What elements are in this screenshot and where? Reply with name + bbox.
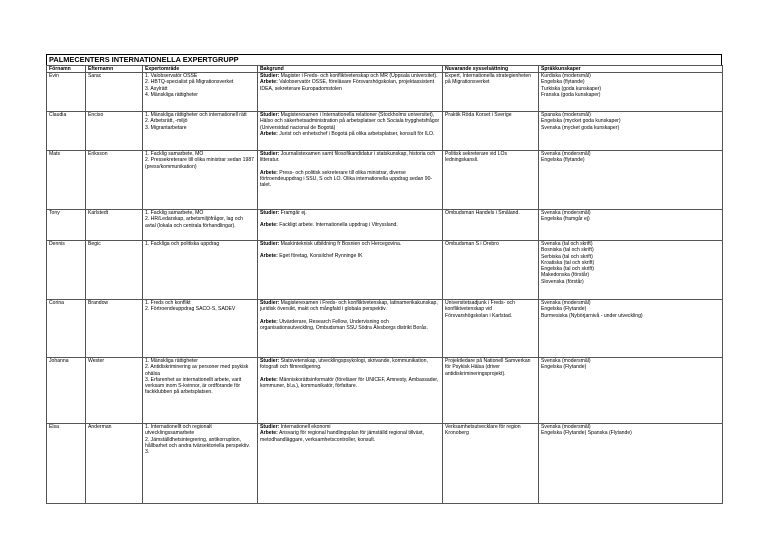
- background-label: Arbete:: [260, 130, 278, 137]
- background-entry: [260, 300, 440, 313]
- expertise-line: 1. Facklig samarbete, MO: [145, 210, 204, 216]
- background-cell: [258, 300, 443, 358]
- background-label: Arbete:: [260, 318, 278, 325]
- background-label: Studier:: [260, 112, 280, 118]
- background-entry: [260, 222, 440, 228]
- background-cell: [258, 151, 443, 210]
- language-line: Engelska (flytande): [541, 79, 585, 86]
- background-entry: [260, 319, 440, 332]
- first-name-cell: Elsa: [47, 424, 86, 504]
- background-text: Press- och politisk sekreterare till olika ministrar, diverse förtroendeuppdrag i SSU, S och LO. Olika internationella uppdrag sedan 90-talet.: [260, 169, 433, 189]
- language-line: Svenska (mycket goda kunskaper): [541, 124, 620, 131]
- language-line: Svenska (modersmål): [541, 358, 591, 364]
- document-title: PALMECENTERS INTERNATIONELLA EXPERTGRUPP: [46, 54, 722, 65]
- languages-cell: [539, 112, 723, 151]
- language-line: Svenska (tal och skrift): [541, 241, 593, 247]
- language-line: Turkiska (goda kunskaper): [541, 85, 602, 92]
- background-text: Magisterexamen i Freds- och konfliktvetenskap, latinamerikakunskap, juridisk översikt, makt och mångfald i globala perspektiv.: [260, 300, 438, 313]
- last-name-cell: Eriksson: [86, 151, 143, 210]
- background-label: Studier:: [260, 241, 280, 247]
- expertise-line: 4. Mänskliga rättigheter: [145, 91, 198, 98]
- languages-cell: [539, 241, 723, 300]
- background-entry: [260, 253, 440, 259]
- first-name-cell: Claudia: [47, 112, 86, 151]
- language-line: Svenska (modersmål): [541, 151, 591, 157]
- table-row: [47, 151, 723, 210]
- background-label: Studier:: [260, 210, 280, 216]
- header-row: [47, 66, 723, 73]
- expertise-line: 1. Mänskliga rättigheter: [145, 358, 198, 364]
- occupation-line: Projektledare på Nationell Samverkan för Psykisk Hälsa (driver antidiskrimineringsprojekt).: [445, 358, 531, 377]
- expertise-line: 1. Valobservatör OSSE: [145, 73, 198, 79]
- languages-cell: [539, 300, 723, 358]
- language-line: Engelska (Flytande) Spanska (Flytande): [541, 430, 632, 437]
- background-entry: [260, 377, 440, 390]
- occupation-line: Ombudsman S i Örebro: [445, 241, 499, 247]
- first-name-cell: Evin: [47, 73, 86, 112]
- expertise-cell: [143, 300, 258, 358]
- occupation-cell: [443, 424, 539, 504]
- expertise-line: 2. HR/Ledarskap, arbetsmiljöfrågor, lag och avtal (lokala och centrala förhandlingar).: [145, 216, 243, 229]
- table-row: [47, 112, 723, 151]
- background-label: Studier:: [260, 358, 280, 364]
- background-entry: [260, 358, 440, 371]
- expertise-line: 2. Arbetsrätt, -miljö: [145, 118, 188, 125]
- last-name-cell: Anderman: [86, 424, 143, 504]
- language-line: Engelska (framgår ej): [541, 216, 590, 223]
- expertise-line: 3. Erfarenhet av internationellt arbete, varit verksam inom S-kvinnor, är ordförande för fackklubben på arbetsplatsen.: [145, 376, 242, 396]
- header-occupation: Nuvarande sysselsättning: [443, 66, 539, 73]
- occupation-line: Universitetsadjunk i Freds- och konfliktvetenskap vid Försvarshögskolan i Karlstad.: [445, 300, 515, 319]
- expertise-cell: [143, 241, 258, 300]
- background-text: Magisterexamen i Internationella relationer (Stockholms universitet), Hälso och säkerhetsadministration på arbetsplatser och Sociala trygghetsfrågor (Universidad nacional de Bogotá): [260, 112, 440, 131]
- language-line: Svenska (modersmål): [541, 300, 591, 306]
- background-text: Journalistexamen samt filosofikandidatur i statskunskap, historia och litteratur.: [260, 151, 436, 164]
- expertise-line: 3.: [145, 449, 150, 456]
- expertise-cell: [143, 358, 258, 424]
- header-languages: Språkkunskaper: [539, 66, 723, 73]
- expertise-cell: [143, 73, 258, 112]
- occupation-line: Praktik Röda Korset i Sverige: [445, 112, 512, 118]
- expertise-line: 2. Antidiskriminering av personer med psykisk ohälsa: [145, 364, 249, 377]
- occupation-line: Ombudsman Handels i Småland.: [445, 210, 520, 216]
- background-label: Arbete:: [260, 430, 278, 437]
- language-line: Slovenska (förstår): [541, 278, 584, 285]
- first-name-cell: Tony: [47, 210, 86, 241]
- occupation-cell: [443, 73, 539, 112]
- expertise-line: 1. Internationellt och regionalt utvecklingssamarbete: [145, 424, 212, 437]
- background-label: Arbete:: [260, 376, 278, 383]
- language-line: Svenska (modersmål): [541, 424, 591, 430]
- background-cell: [258, 112, 443, 151]
- first-name-cell: Mats: [47, 151, 86, 210]
- last-name-cell: Sarac: [86, 73, 143, 112]
- background-cell: [258, 73, 443, 112]
- last-name-cell: Begic: [86, 241, 143, 300]
- last-name-cell: Enciso: [86, 112, 143, 151]
- language-line: Engelska (Flytande): [541, 364, 587, 371]
- expertise-line: 2. HBTQ-specialist på Migrationsverket: [145, 79, 234, 86]
- table-row: [47, 300, 723, 358]
- language-line: Bosniska (tal och skrift): [541, 247, 594, 254]
- background-cell: [258, 241, 443, 300]
- expertise-line: 2. Förtroendeuppdrag SACO-S, SADEV: [145, 306, 236, 313]
- background-text: Eget företag, Konsilchef Rynninge IK: [277, 253, 363, 260]
- expertise-line: 3. Migrantarbetare: [145, 124, 187, 131]
- occupation-cell: [443, 151, 539, 210]
- background-text: Framgår ej.: [279, 210, 307, 216]
- last-name-cell: Brandow: [86, 300, 143, 358]
- background-text: Valobservatör OSSE, föreläsare Försvarshögskolan, projektassistent IDEA, sekreterare Europadomstolen: [260, 79, 435, 92]
- language-line: Kurdiska (modersmål): [541, 73, 591, 79]
- background-entry: [260, 79, 440, 92]
- expertise-line: 3. Asylrätt: [145, 85, 168, 92]
- expertise-cell: [143, 112, 258, 151]
- expertise-line: 2. Jämställdhetsintegrering, antikorruption, hållbarhet och andra tvärsektoriella perspektiv.: [145, 436, 250, 449]
- background-label: Arbete:: [260, 253, 278, 260]
- first-name-cell: Johanna: [47, 358, 86, 424]
- header-last-name: Efternamn: [86, 66, 143, 73]
- table-row: [47, 210, 723, 241]
- background-text: Magister i Freds- och konfliktvetenskap och MR (Uppsala universitet).: [279, 73, 438, 79]
- language-line: Engelska (mycket goda kunskaper): [541, 118, 621, 125]
- occupation-cell: [443, 210, 539, 241]
- table-row: [47, 241, 723, 300]
- background-text: Utvärderare, Research Fellow, Undervisning och organisationsutveckling, Ombudsman SSU Södra Älvsborgs distrikt Borås.: [260, 318, 428, 331]
- background-text: Fackligt arbete. Internationella uppdrag i Vitryssland.: [277, 222, 398, 229]
- background-text: Människorättsinformatör (föreläser för UNICEF, Amnesty, Ambassader, kommuner, bl.a.), kommunikatör, författare.: [260, 376, 439, 389]
- background-entry: [260, 151, 440, 164]
- language-line: Kroatiska (tal och skrift): [541, 259, 595, 266]
- background-text: Maskinteknisk utbildning fr Bosnien och Hercegovina.: [279, 241, 402, 247]
- background-text: Statsvetenskap, utvecklingspsykologi, skrivande, kommunikation, fotografi och filmredigering.: [260, 358, 428, 371]
- language-line: Spanska (modersmål): [541, 112, 591, 118]
- language-line: Engelska (flytande): [541, 157, 585, 164]
- expertise-line: 1. Freds och konflikt: [145, 300, 191, 306]
- background-entry: [260, 131, 440, 137]
- expertise-cell: [143, 151, 258, 210]
- occupation-line: Expert, Internationella strategienheten på Migrationsverket: [445, 73, 532, 86]
- background-label: Arbete:: [260, 169, 278, 176]
- background-text: Internationell ekonomi: [279, 424, 331, 430]
- first-name-cell: Dennis: [47, 241, 86, 300]
- background-label: Arbete:: [260, 222, 278, 229]
- background-text: Jurist och enhetschef i Bogotá på olika arbetsplatser, konsult för ILO.: [277, 130, 435, 137]
- expertise-cell: [143, 424, 258, 504]
- background-label: Studier:: [260, 151, 280, 157]
- languages-cell: [539, 358, 723, 424]
- table-body: [47, 73, 723, 504]
- header-background: Bakgrund: [258, 66, 443, 73]
- table-row: [47, 73, 723, 112]
- expertise-line: 1. Fackliga och politiska uppdrag: [145, 241, 220, 247]
- expertise-cell: [143, 210, 258, 241]
- language-line: Makedonska (förstår): [541, 272, 590, 279]
- language-line: Engelska (Flytande): [541, 306, 587, 313]
- expertise-line: 2. Pressekreterare till olika ministrar sedan 1987 (press/kommunikation): [145, 157, 254, 170]
- expertise-line: 1. Mänskliga rättigheter och internationell rätt: [145, 112, 247, 118]
- occupation-cell: [443, 241, 539, 300]
- table-row: [47, 358, 723, 424]
- background-cell: [258, 358, 443, 424]
- table-row: [47, 424, 723, 504]
- background-cell: [258, 210, 443, 241]
- language-line: Serbiska (tal och skrift): [541, 253, 593, 260]
- occupation-cell: [443, 112, 539, 151]
- background-label: Studier:: [260, 424, 280, 430]
- languages-cell: [539, 210, 723, 241]
- last-name-cell: Wester: [86, 358, 143, 424]
- language-line: Burmesiska (Nybörjarnivå - under utveckling): [541, 312, 643, 319]
- expertise-line: 1. Facklig samarbete, MO: [145, 151, 204, 157]
- languages-cell: [539, 151, 723, 210]
- header-first-name: Förnamn: [47, 66, 86, 73]
- languages-cell: [539, 73, 723, 112]
- background-cell: [258, 424, 443, 504]
- spreadsheet: [46, 54, 722, 504]
- occupation-line: Verksamhetsutvecklare för region Kronoberg: [445, 424, 521, 437]
- languages-cell: [539, 424, 723, 504]
- background-label: Studier:: [260, 300, 280, 306]
- language-line: Engelska (tal och skrift): [541, 266, 594, 273]
- background-entry: [260, 430, 440, 443]
- occupation-line: Politisk sekreterare vid LOs ledningskansli.: [445, 151, 507, 164]
- background-text: Ansvarig för regional handlingsplan för jämställd regional tillväxt, metodhandläggare, verksamhetscontroller, konsult.: [260, 430, 424, 443]
- occupation-cell: [443, 358, 539, 424]
- last-name-cell: Karlstedt: [86, 210, 143, 241]
- first-name-cell: Corina: [47, 300, 86, 358]
- background-label: Arbete:: [260, 79, 278, 86]
- language-line: Svenska (modersmål): [541, 210, 591, 216]
- expert-table: [46, 65, 723, 504]
- occupation-cell: [443, 300, 539, 358]
- background-entry: [260, 170, 440, 189]
- language-line: Franska (goda kunskaper): [541, 91, 601, 98]
- header-expertise: Expertområde: [143, 66, 258, 73]
- background-label: Studier:: [260, 73, 280, 79]
- background-entry: [260, 112, 440, 131]
